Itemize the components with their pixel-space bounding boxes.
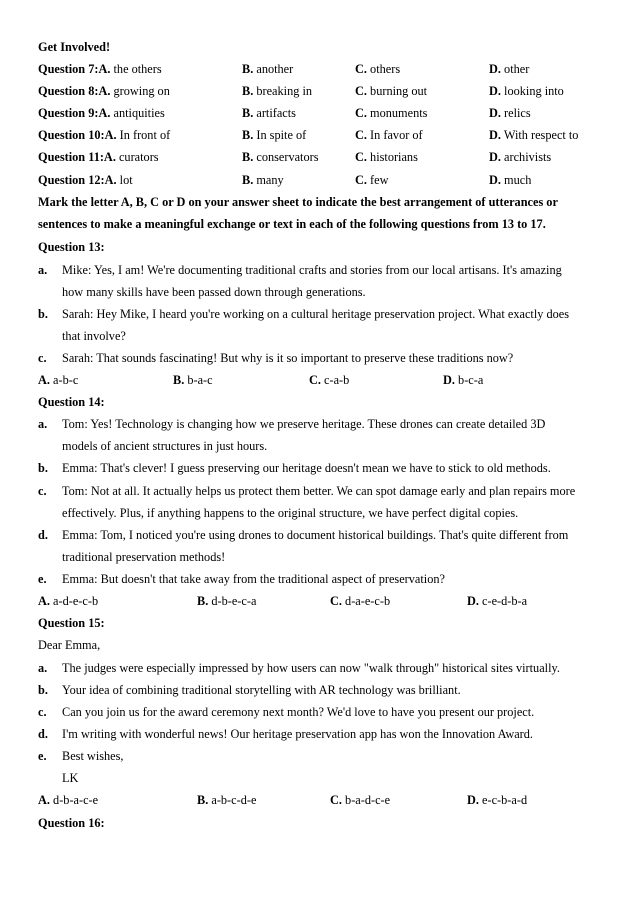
option-c: C. burning out <box>355 84 428 98</box>
item-text: Best wishes, <box>62 749 124 763</box>
item-label: b. <box>38 307 48 321</box>
option-d: D. With respect to <box>489 128 579 142</box>
option-c: C. d-a-e-c-b <box>330 594 391 608</box>
option-b: B. many <box>242 173 284 187</box>
option-a: Question 11:A. curators <box>38 150 159 164</box>
option-d: D. e-c-b-a-d <box>467 793 528 807</box>
item-text-cont: that involve? <box>62 329 126 343</box>
option-a: Question 7:A. the others <box>38 62 162 76</box>
option-c: C. others <box>355 62 401 76</box>
section-title: Get Involved! <box>38 40 111 54</box>
option-c: C. In favor of <box>355 128 423 142</box>
item-label: a. <box>38 661 48 675</box>
item-text: Emma: But doesn't that take away from the traditional aspect of preservation? <box>62 572 445 586</box>
option-d: D. other <box>489 62 530 76</box>
question-row <box>38 84 618 98</box>
item-text-cont: models of ancient structures in just hours. <box>62 439 268 453</box>
option-d: D. c-e-d-b-a <box>467 594 528 608</box>
item-text: Mike: Yes, I am! We're documenting traditional crafts and stories from our local artisans. It's amazing <box>62 263 562 277</box>
option-a: Question 10:A. In front of <box>38 128 171 142</box>
question-13-options <box>38 373 618 387</box>
option-c: C. historians <box>355 150 418 164</box>
question-row <box>38 173 618 187</box>
option-c: C. b-a-d-c-e <box>330 793 391 807</box>
option-b: B. a-b-c-d-e <box>197 793 257 807</box>
question-row <box>38 62 618 76</box>
item-text: I'm writing with wonderful news! Our heritage preservation app has won the Innovation Award. <box>62 727 533 741</box>
item-label: b. <box>38 461 48 475</box>
option-c: C. monuments <box>355 106 428 120</box>
item-label: a. <box>38 263 48 277</box>
item-text-cont: how many skills have been passed down through generations. <box>62 285 366 299</box>
item-text: Emma: Tom, I noticed you're using drones to document historical buildings. That's quite different from <box>62 528 569 542</box>
letter-signature: LK <box>62 771 79 785</box>
option-a: A. d-b-a-c-e <box>38 793 99 807</box>
item-label: e. <box>38 572 47 586</box>
item-text: Your idea of combining traditional storytelling with AR technology was brilliant. <box>62 683 461 697</box>
instruction-line-2: sentences to make a meaningful exchange or text in each of the following questions from 13 to 17. <box>38 217 546 231</box>
option-b: B. artifacts <box>242 106 296 120</box>
option-c: C. c-a-b <box>309 373 350 387</box>
option-a: Question 9:A. antiquities <box>38 106 165 120</box>
item-label: c. <box>38 484 47 498</box>
question-16-title: Question 16: <box>38 816 105 830</box>
option-d: D. archivists <box>489 150 552 164</box>
option-b: B. b-a-c <box>173 373 213 387</box>
option-a: A. a-d-e-c-b <box>38 594 99 608</box>
item-text: Tom: Yes! Technology is changing how we preserve heritage. These drones can create detailed 3D <box>62 417 546 431</box>
question-row <box>38 128 618 142</box>
question-13-title: Question 13: <box>38 240 105 254</box>
option-a: Question 8:A. growing on <box>38 84 170 98</box>
instruction-line-1: Mark the letter A, B, C or D on your answer sheet to indicate the best arrangement of utterances or <box>38 195 558 209</box>
item-text-cont: traditional preservation methods! <box>62 550 226 564</box>
item-label: c. <box>38 705 47 719</box>
option-b: B. In spite of <box>242 128 307 142</box>
option-d: D. b-c-a <box>443 373 484 387</box>
item-label: d. <box>38 727 48 741</box>
option-b: B. another <box>242 62 294 76</box>
item-text: Emma: That's clever! I guess preserving our heritage doesn't mean we have to stick to old methods. <box>62 461 551 475</box>
option-b: B. breaking in <box>242 84 313 98</box>
option-d: D. relics <box>489 106 531 120</box>
option-b: B. conservators <box>242 150 319 164</box>
item-label: a. <box>38 417 48 431</box>
option-a: A. a-b-c <box>38 373 79 387</box>
item-label: c. <box>38 351 47 365</box>
item-text: Tom: Not at all. It actually helps us protect them better. We can spot damage early and plan repairs more <box>62 484 576 498</box>
option-b: B. d-b-e-c-a <box>197 594 257 608</box>
item-label: d. <box>38 528 48 542</box>
question-14-title: Question 14: <box>38 395 105 409</box>
item-text: Can you join us for the award ceremony next month? We'd love to have you present our project. <box>62 705 535 719</box>
item-text-cont: effectively. Plus, if anything happens to the original structure, we have perfect digital copies. <box>62 506 519 520</box>
item-label: e. <box>38 749 47 763</box>
question-row <box>38 150 618 164</box>
question-15-title: Question 15: <box>38 616 105 630</box>
letter-greeting: Dear Emma, <box>38 638 101 652</box>
question-15-options <box>38 793 618 807</box>
option-d: D. looking into <box>489 84 564 98</box>
item-text: Sarah: Hey Mike, I heard you're working on a cultural heritage preservation project. What exactly does <box>62 307 570 321</box>
item-text: The judges were especially impressed by how users can now "walk through" historical sites virtually. <box>62 661 560 675</box>
option-c: C. few <box>355 173 389 187</box>
question-14-options <box>38 594 618 608</box>
question-row <box>38 106 618 120</box>
option-a: Question 12:A. lot <box>38 173 133 187</box>
item-text: Sarah: That sounds fascinating! But why is it so important to preserve these traditions now? <box>62 351 514 365</box>
option-d: D. much <box>489 173 532 187</box>
item-label: b. <box>38 683 48 697</box>
